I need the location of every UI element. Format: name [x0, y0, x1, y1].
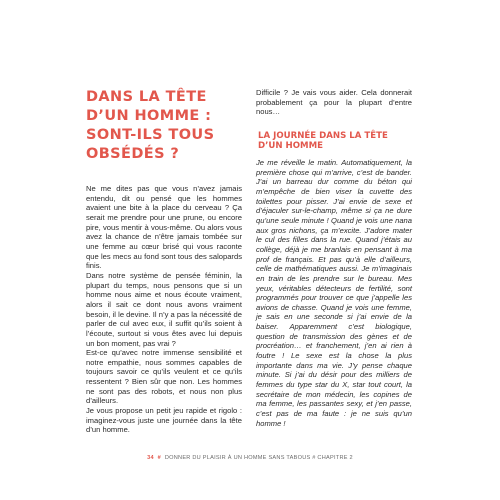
left-body — [86, 184, 242, 435]
paragraph-4: Je vous propose un petit jeu rapide et rigolo : imaginez-vous juste une journée dans la tête d’un homme. — [86, 406, 242, 435]
paragraph-3: Est-ce qu’avec notre immense sensibilité et notre empathie, nous sommes capables de toujours savoir ce qu’ils veulent et ce qu’ils ressentent ? Bien sûr que non. Les hommes ne sont pas des robots, et nous non plus d’ailleurs. — [86, 348, 242, 406]
left-column — [86, 88, 242, 435]
chapter-title: DANS LA TÊTE D’UN HOMME : SONT-ILS TOUS OBSÉDÉS ? — [86, 89, 215, 162]
page-footer — [0, 455, 500, 461]
section-subtitle: LA JOURNÉE DANS LA TÊTE D’UN HOMME — [258, 130, 388, 152]
running-footer-text: DONNER DU PLAISIR À UN HOMME SANS TABOUS # CHAPITRE 2 — [164, 455, 353, 461]
italic-monologue: Je me réveille le matin. Automatiquement, la première chose qui m’arrive, c’est de bander. J’ai un barreau dur comme du béton qui m’empêche de bien viser la cuvette des toilettes pour pisser. J’ai envie de sexe et d’éjaculer sur-le-champ, même si ça ne dure qu’une seule minute ! Quand je vois une nana aux gros nichons, ça m’excite. J’adore mater le cul des filles dans la rue. Quand j’étais au collège, déjà je me branlais en pensant à ma prof de français. Et pas qu’à elle d’ailleurs, celle de mathématiques aussi. Je m’imaginais en train de les prendre sur le bureau. Mes yeux, véritables détecteurs de fertilité, sont programmés pour trouver ce que j’appelle les avions de chasse. Quand je vois une femme, je sais en une seconde si j’ai envie de la baiser. Apparemment c’est biologique, question de transmission des gènes et de procréation… et franchement, j’en ai rien à foutre ! Le sexe est la chose la plus importante dans ma vie. J’y pense chaque minute. Si j’ai du désir pour des milliers de femmes du type star du X, star tout court, la secrétaire de mon médecin, les copines de ma femme, les passantes sexy, et j’en passe, c’est pas de ma faute : je ne suis qu’un homme ! — [256, 157, 412, 428]
page-number: 34 — [147, 455, 154, 461]
paragraph-1: Ne me dites pas que vous n’avez jamais entendu, dit ou pensé que les hommes avaient une bite à la place du cerveau ? Ça serait me prendre pour une prune, ou encore pire, vous mentir à vous-même. Ou alors vous avez la chance de n’être jamais tombée sur une femme au cœur brisé qui vous raconte que les mecs au fond sont tous des salopards finis. — [86, 184, 242, 271]
right-intro-paragraph: Difficile ? Je vais vous aider. Cela donnerait probablement ça pour la plupart d’entre nous… — [256, 88, 412, 117]
paragraph-2: Dans notre système de pensée féminin, la plupart du temps, nous pensons que si un homme nous aime et nous écoute vraiment, alors il sait ce dont nous avons vraiment besoin, il le devine. Il n’y a pas la nécessité de parler de cul avec eux, il suffit qu’ils soient à l’écoute, surtout si vous êtes avec lui depuis un bon moment, pas vrai ? — [86, 270, 242, 348]
hash-marker: # — [157, 455, 162, 461]
right-column — [256, 88, 412, 428]
